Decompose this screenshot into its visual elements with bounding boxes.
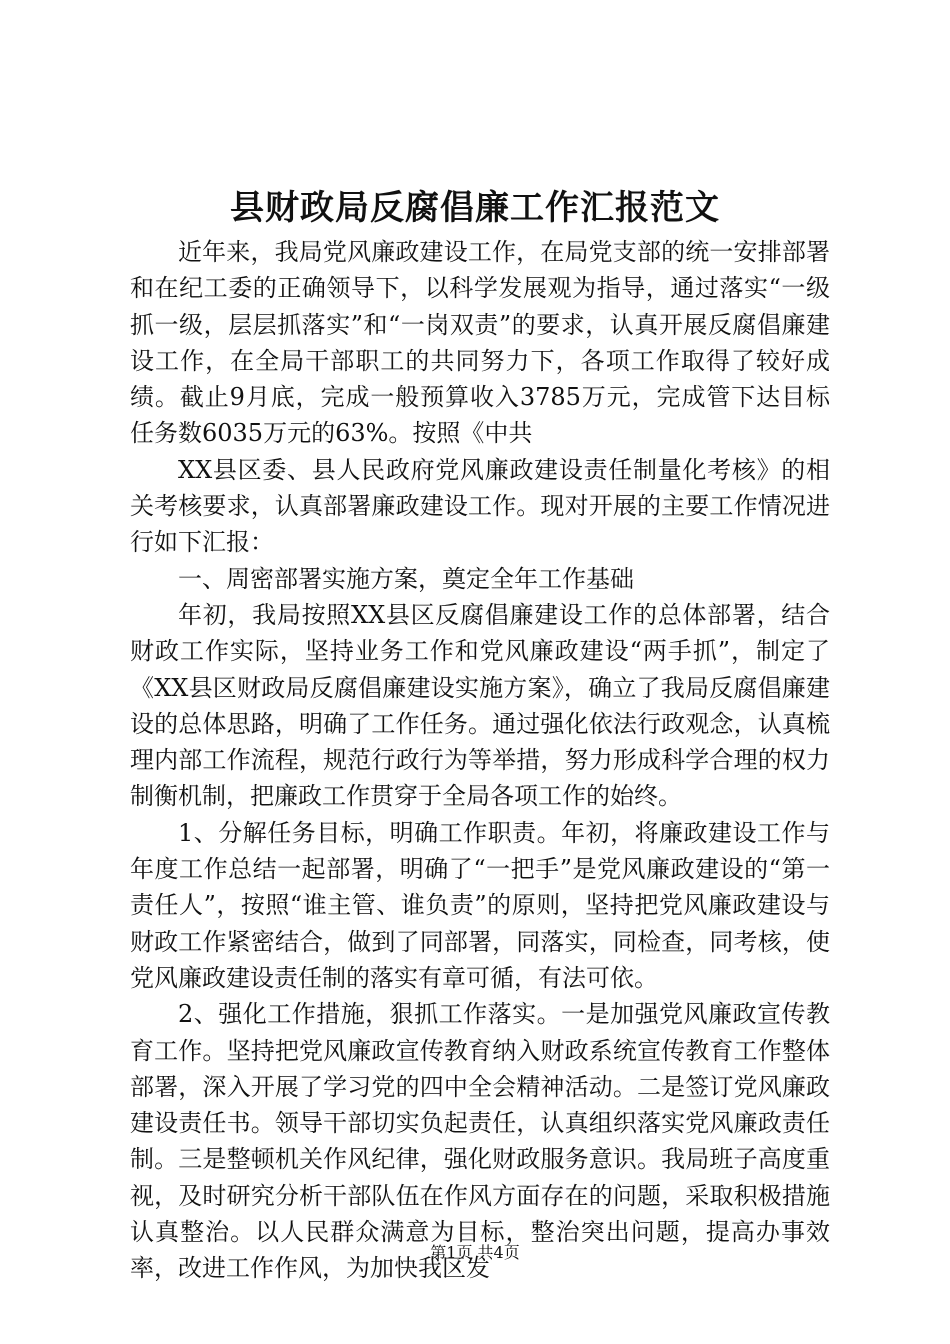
paragraph-assessment: XX县区委、县人民政府党风廉政建设责任制量化考核》的相关考核要求，认真部署廉政建设工作。现对开展的主要工作情况进行如下汇报： [130,455,830,557]
document-title: 县财政局反腐倡廉工作汇报范文 [230,188,720,228]
paragraph-deployment: 年初，我局按照XX县区反腐倡廉建设工作的总体部署，结合财政工作实际，坚持业务工作和党风廉政建设“两手抓”，制定了《XX县区财政局反腐倡廉建设实施方案》，确立了我局反腐倡廉建设的总体思路，明确了工作任务。通过强化依法行政观念，认真梳理内部工作流程，规范行政行为等举措，努力形成科学合理的权力制衡机制，把廉政工作贯穿于全局各项工作的始终。 [130,600,830,811]
paragraph-task-goals: 1、分解任务目标，明确工作职责。年初，将廉政建设工作与年度工作总结一起部署，明确了“一把手”是党风廉政建设的“第一责任人”，按照“谁主管、谁负责”的原则，坚持把党风廉政建设与财政工作紧密结合，做到了同部署，同落实，同检查，同考核，使党风廉政建设责任制的落实有章可循，有法可依。 [130,818,830,992]
paragraph-intro: 近年来，我局党风廉政建设工作，在局党支部的统一安排部署和在纪工委的正确领导下，以科学发展观为指导，通过落实“一级抓一级，层层抓落实”和“一岗双责”的要求，认真开展反腐倡廉建设工作，在全局干部职工的共同努力下，各项工作取得了较好成绩。截止9月底，完成一般预算收入3785万元，完成管下达目标任务数6035万元的63%。按照《中共 [130,238,830,448]
section-heading-1: 一、周密部署实施方案，奠定全年工作基础 [178,564,634,593]
document-body [130,234,830,1287]
paragraph-work-measures: 2、强化工作措施，狠抓工作落实。一是加强党风廉政宣传教育工作。坚持把党风廉政宣传教育纳入财政系统宣传教育工作整体部署，深入开展了学习党的四中全会精神活动。二是签订党风廉政建设责任书。领导干部切实负起责任，认真组织落实党风廉政责任制。三是整顿机关作风纪律，强化财政服务意识。我局班子高度重视，及时研究分析干部队伍在作风方面存在的问题，采取积极措施认真整治。以人民群众满意为目标，整治突出问题，提高办事效率，改进工作作风，为加快我区发 [130,1000,830,1283]
page-footer: 第1页 共4页 [430,1243,520,1262]
